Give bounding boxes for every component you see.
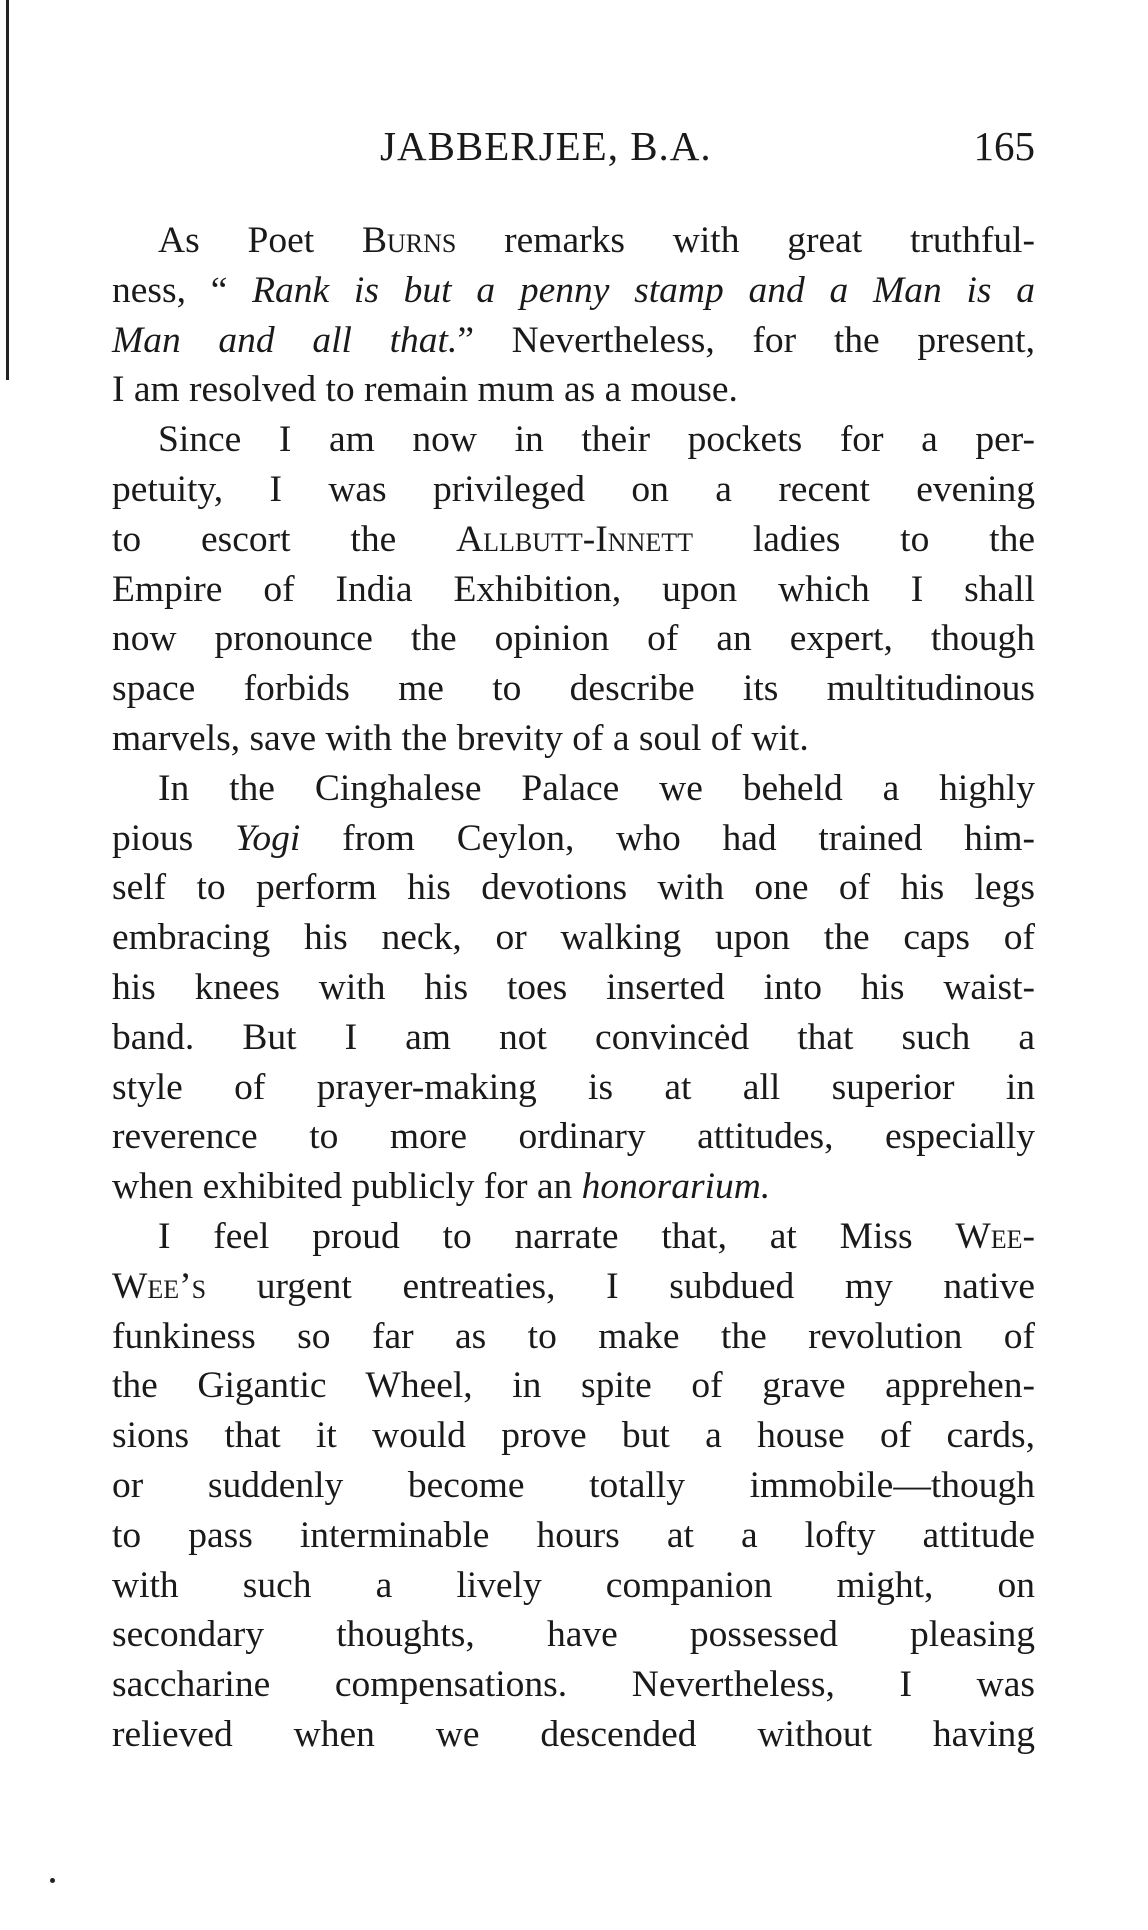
text-line <box>112 1112 1035 1162</box>
text-line <box>112 1262 1035 1312</box>
text-line <box>112 465 1035 515</box>
text-line <box>112 515 1035 565</box>
paragraph <box>112 415 1035 764</box>
text-run: when exhibited publicly for an <box>112 1166 582 1208</box>
text-line <box>112 1361 1035 1411</box>
text-line <box>112 266 1035 316</box>
text-run: reverence to more ordinary attitudes, especially <box>112 1116 1035 1158</box>
text-run: from Ceylon, who had trained him- <box>300 817 1035 859</box>
text-line <box>112 1411 1035 1461</box>
text-line <box>112 216 1035 266</box>
text-run: I am resolved to remain mum as a mouse. <box>112 369 738 411</box>
text-run: sions that it would prove but a house of cards, <box>112 1415 1035 1457</box>
text-line <box>112 764 1035 814</box>
text-run: secondary thoughts, have possessed pleasing <box>112 1614 1035 1656</box>
text-line <box>112 1511 1035 1561</box>
text-run: embracing his neck, or walking upon the caps of <box>112 917 1035 959</box>
paragraph <box>112 764 1035 1212</box>
small-caps-text: Wee’s <box>112 1265 207 1307</box>
small-caps-text: Wee- <box>955 1215 1035 1257</box>
page-number: 165 <box>973 123 1035 169</box>
text-line <box>112 714 1035 764</box>
text-run: or suddenly become totally immobile—though <box>112 1464 1035 1506</box>
text-run: ladies to the <box>692 518 1035 560</box>
text-line <box>112 1561 1035 1611</box>
text-line <box>112 814 1035 864</box>
stray-mark <box>50 1878 55 1883</box>
text-run: saccharine compensations. Nevertheless, I was <box>112 1664 1035 1706</box>
text-run: space forbids me to describe its multitudinous <box>112 668 1035 710</box>
text-run: remarks with great truthful- <box>456 220 1035 261</box>
text-run: petuity, I was privileged on a recent evening <box>112 468 1035 510</box>
text-line <box>112 1660 1035 1710</box>
text-run: style of prayer-making is at all superior in <box>112 1066 1035 1108</box>
body-text <box>112 216 1035 1760</box>
text-run: relieved when we descended without having <box>112 1713 1035 1755</box>
text-run: As Poet <box>158 220 362 261</box>
text-run: to pass interminable hours at a lofty attitude <box>112 1514 1035 1556</box>
text-run: his knees with his toes inserted into his waist- <box>112 966 1035 1008</box>
paragraph <box>112 216 1035 415</box>
text-line <box>112 963 1035 1013</box>
italic-text: Yogi <box>235 817 301 859</box>
text-run: with such a lively companion might, on <box>112 1564 1035 1606</box>
text-line <box>112 1610 1035 1660</box>
text-run: urgent entreaties, I subdued my native <box>206 1265 1035 1307</box>
text-line <box>112 365 1035 415</box>
text-run: self to perform his devotions with one of his legs <box>112 867 1035 909</box>
text-run: Since I am now in their pockets for a per- <box>158 419 1035 461</box>
text-line <box>112 1212 1035 1262</box>
text-line <box>112 1162 1035 1212</box>
italic-text: Rank is but a penny stamp and a Man is a <box>252 269 1035 311</box>
text-line <box>112 415 1035 465</box>
text-run: to escort the <box>112 518 457 560</box>
italic-text: honorarium. <box>581 1166 771 1208</box>
text-line <box>112 316 1035 366</box>
small-caps-text: Burns <box>361 220 457 261</box>
text-line <box>112 1710 1035 1760</box>
text-run: In the Cinghalese Palace we beheld a highly <box>158 767 1035 809</box>
text-line <box>112 1461 1035 1511</box>
text-line <box>112 1312 1035 1362</box>
page-edge-line <box>6 0 9 380</box>
text-run: ” Nevertheless, for the present, <box>457 319 1035 361</box>
text-line <box>112 863 1035 913</box>
paragraph <box>112 1212 1035 1760</box>
text-run: the Gigantic Wheel, in spite of grave apprehen- <box>112 1365 1035 1407</box>
text-run: ness, “ <box>112 269 253 311</box>
text-line <box>112 664 1035 714</box>
running-head: JABBERJEE, B.A. <box>380 123 712 169</box>
text-run: funkiness so far as to make the revolution of <box>112 1315 1035 1357</box>
text-line <box>112 1063 1035 1113</box>
page-header <box>112 122 1035 182</box>
text-run: band. But I am not convincėd that such a <box>112 1016 1035 1058</box>
text-line <box>112 565 1035 615</box>
small-caps-text: Allbutt-Innett <box>456 518 693 560</box>
text-run: Empire of India Exhibition, upon which I shall <box>112 568 1035 610</box>
text-line <box>112 913 1035 963</box>
text-run: I feel proud to narrate that, at Miss <box>158 1215 956 1257</box>
text-run: now pronounce the opinion of an expert, though <box>112 618 1035 660</box>
italic-text: Man and all that. <box>112 319 458 361</box>
text-line <box>112 614 1035 664</box>
text-run: marvels, save with the brevity of a soul of wit. <box>112 717 809 759</box>
text-run: pious <box>112 817 235 859</box>
text-line <box>112 1013 1035 1063</box>
